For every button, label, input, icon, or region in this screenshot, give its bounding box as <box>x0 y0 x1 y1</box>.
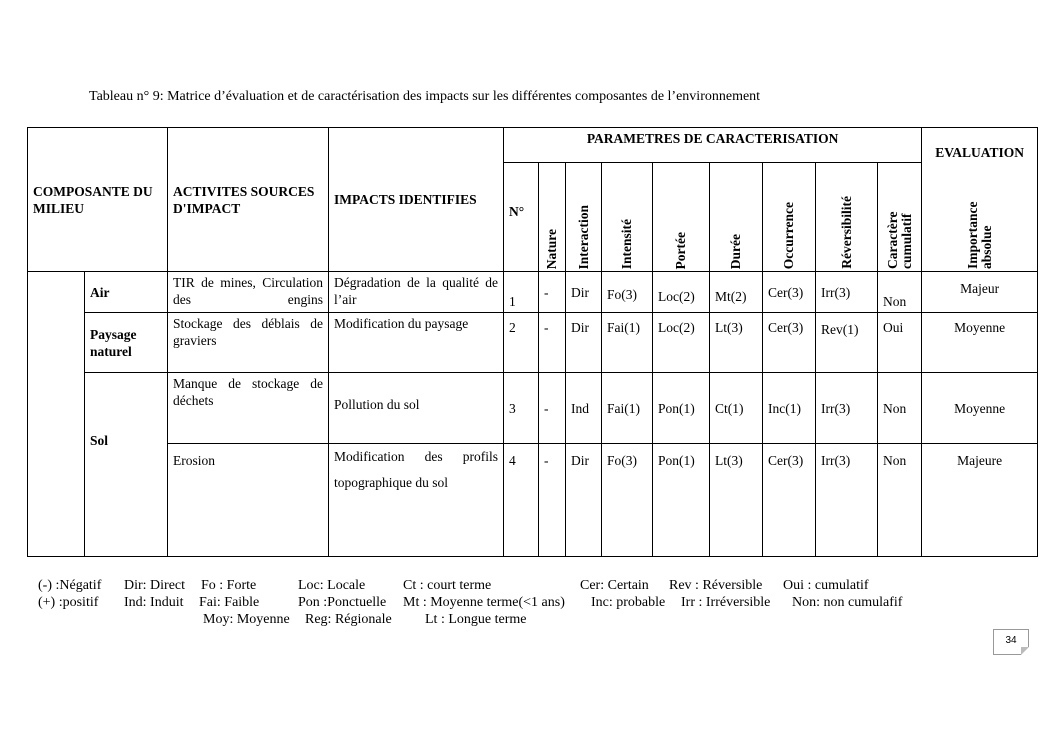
reversibilite-cell: Irr(3) <box>816 444 878 557</box>
legend-item: Fo : Forte <box>201 578 257 593</box>
legend-item: Pon :Ponctuelle <box>298 595 387 610</box>
num-cell: 2 <box>504 313 539 373</box>
legend-item: Oui : cumulatif <box>783 578 869 593</box>
num-cell: 3 <box>504 373 539 444</box>
num-cell: 4 <box>504 444 539 557</box>
legend-item: Mt : Moyenne terme(<1 ans) <box>403 595 565 610</box>
duree-cell: Lt(3) <box>710 444 763 557</box>
interaction-cell: Dir <box>566 444 602 557</box>
legend-item: Rev : Réversible <box>669 578 763 593</box>
occurrence-cell: Cer(3) <box>763 444 816 557</box>
table-caption: Tableau n° 9: Matrice d’évaluation et de caractérisation des impacts sur les différentes composantes de l’environnement <box>89 89 761 104</box>
legend-item: Ind: Induit <box>124 595 184 610</box>
cumulatif-cell: Oui <box>878 313 922 373</box>
intensite-cell: Fai(1) <box>602 313 653 373</box>
legend-item: Irr : Irréversible <box>681 595 771 610</box>
impact-cell: Modification du paysage <box>329 313 504 373</box>
nature-cell: - <box>539 313 566 373</box>
reversibilite-cell: Irr(3) <box>816 373 878 444</box>
legend <box>38 577 938 628</box>
activite-cell: Erosion <box>168 444 329 557</box>
legend-item: Reg: Régionale <box>305 612 392 627</box>
importance-cell: Majeur <box>922 272 1038 313</box>
legend-row <box>38 577 938 594</box>
header-portee: Portée <box>653 163 710 272</box>
nature-cell: - <box>539 373 566 444</box>
header-composante: COMPOSANTE DU MILIEU <box>28 128 168 272</box>
nature-cell: - <box>539 444 566 557</box>
table-row <box>28 313 1038 373</box>
legend-item: Fai: Faible <box>199 595 260 610</box>
header-interaction: Interaction <box>566 163 602 272</box>
header-activites: ACTIVITES SOURCES D'IMPACT <box>168 128 329 272</box>
reversibilite-cell: Irr(3) <box>816 272 878 313</box>
occurrence-cell: Cer(3) <box>763 313 816 373</box>
portee-cell: Pon(1) <box>653 373 710 444</box>
legend-item: Inc: probable <box>591 595 666 610</box>
impact-cell: Pollution du sol <box>329 373 504 444</box>
legend-item: Ct : court terme <box>403 578 492 593</box>
header-occurrence: Occurrence <box>763 163 816 272</box>
interaction-cell: Dir <box>566 272 602 313</box>
page-number: 34 <box>993 629 1029 655</box>
occurrence-cell: Cer(3) <box>763 272 816 313</box>
cumulatif-cell: Non <box>878 272 922 313</box>
legend-item: Non: non cumulafif <box>792 595 903 610</box>
table-row <box>28 272 1038 313</box>
header-reversibilite: Réversibilité <box>816 163 878 272</box>
table-row <box>28 373 1038 444</box>
header-numero: N° <box>504 163 539 272</box>
occurrence-cell: Inc(1) <box>763 373 816 444</box>
legend-item: Lt : Longue terme <box>425 612 527 627</box>
intensite-cell: Fo(3) <box>602 444 653 557</box>
reversibilite-cell: Rev(1) <box>816 313 878 373</box>
importance-cell: Moyenne <box>922 373 1038 444</box>
composante-cell: Air <box>85 272 168 313</box>
intensite-cell: Fo(3) <box>602 272 653 313</box>
legend-item: Dir: Direct <box>124 578 186 593</box>
legend-row <box>38 611 938 628</box>
activite-cell: TIR de mines, Circulation des engins <box>168 272 329 313</box>
legend-item: Cer: Certain <box>580 578 649 593</box>
legend-item: (-) :Négatif <box>38 578 102 593</box>
impact-cell: Dégradation de la qualité de l’air <box>329 272 504 313</box>
header-importance: Importance absolue <box>922 163 1038 272</box>
portee-cell: Pon(1) <box>653 444 710 557</box>
activite-cell: Manque de stockage de déchets <box>168 373 329 444</box>
impact-cell: Modification des profils topographique du sol <box>329 444 504 557</box>
duree-cell: Ct(1) <box>710 373 763 444</box>
duree-cell: Lt(3) <box>710 313 763 373</box>
row-group-spacer <box>28 272 85 557</box>
header-intensite: Intensité <box>602 163 653 272</box>
impact-matrix-table <box>27 127 1038 557</box>
importance-cell: Majeure <box>922 444 1038 557</box>
portee-cell: Loc(2) <box>653 313 710 373</box>
legend-item: (+) :positif <box>38 595 99 610</box>
duree-cell: Mt(2) <box>710 272 763 313</box>
importance-cell: Moyenne <box>922 313 1038 373</box>
header-evaluation: EVALUATION <box>922 128 1038 163</box>
header-nature: Nature <box>539 163 566 272</box>
intensite-cell: Fai(1) <box>602 373 653 444</box>
header-impacts: IMPACTS IDENTIFIES <box>329 128 504 272</box>
composante-cell: Sol <box>85 373 168 557</box>
legend-item: Moy: Moyenne <box>203 612 290 627</box>
portee-cell: Loc(2) <box>653 272 710 313</box>
cumulatif-cell: Non <box>878 373 922 444</box>
activite-cell: Stockage des déblais de graviers <box>168 313 329 373</box>
legend-row <box>38 594 938 611</box>
header-duree: Durée <box>710 163 763 272</box>
header-caractere: Caractère cumulatif <box>878 163 922 272</box>
header-parametres: PARAMETRES DE CARACTERISATION <box>504 128 922 163</box>
table-row <box>28 444 1038 557</box>
legend-item: Loc: Locale <box>298 578 366 593</box>
cumulatif-cell: Non <box>878 444 922 557</box>
composante-cell: Paysage naturel <box>85 313 168 373</box>
interaction-cell: Ind <box>566 373 602 444</box>
nature-cell: - <box>539 272 566 313</box>
num-cell: 1 <box>504 272 539 313</box>
interaction-cell: Dir <box>566 313 602 373</box>
